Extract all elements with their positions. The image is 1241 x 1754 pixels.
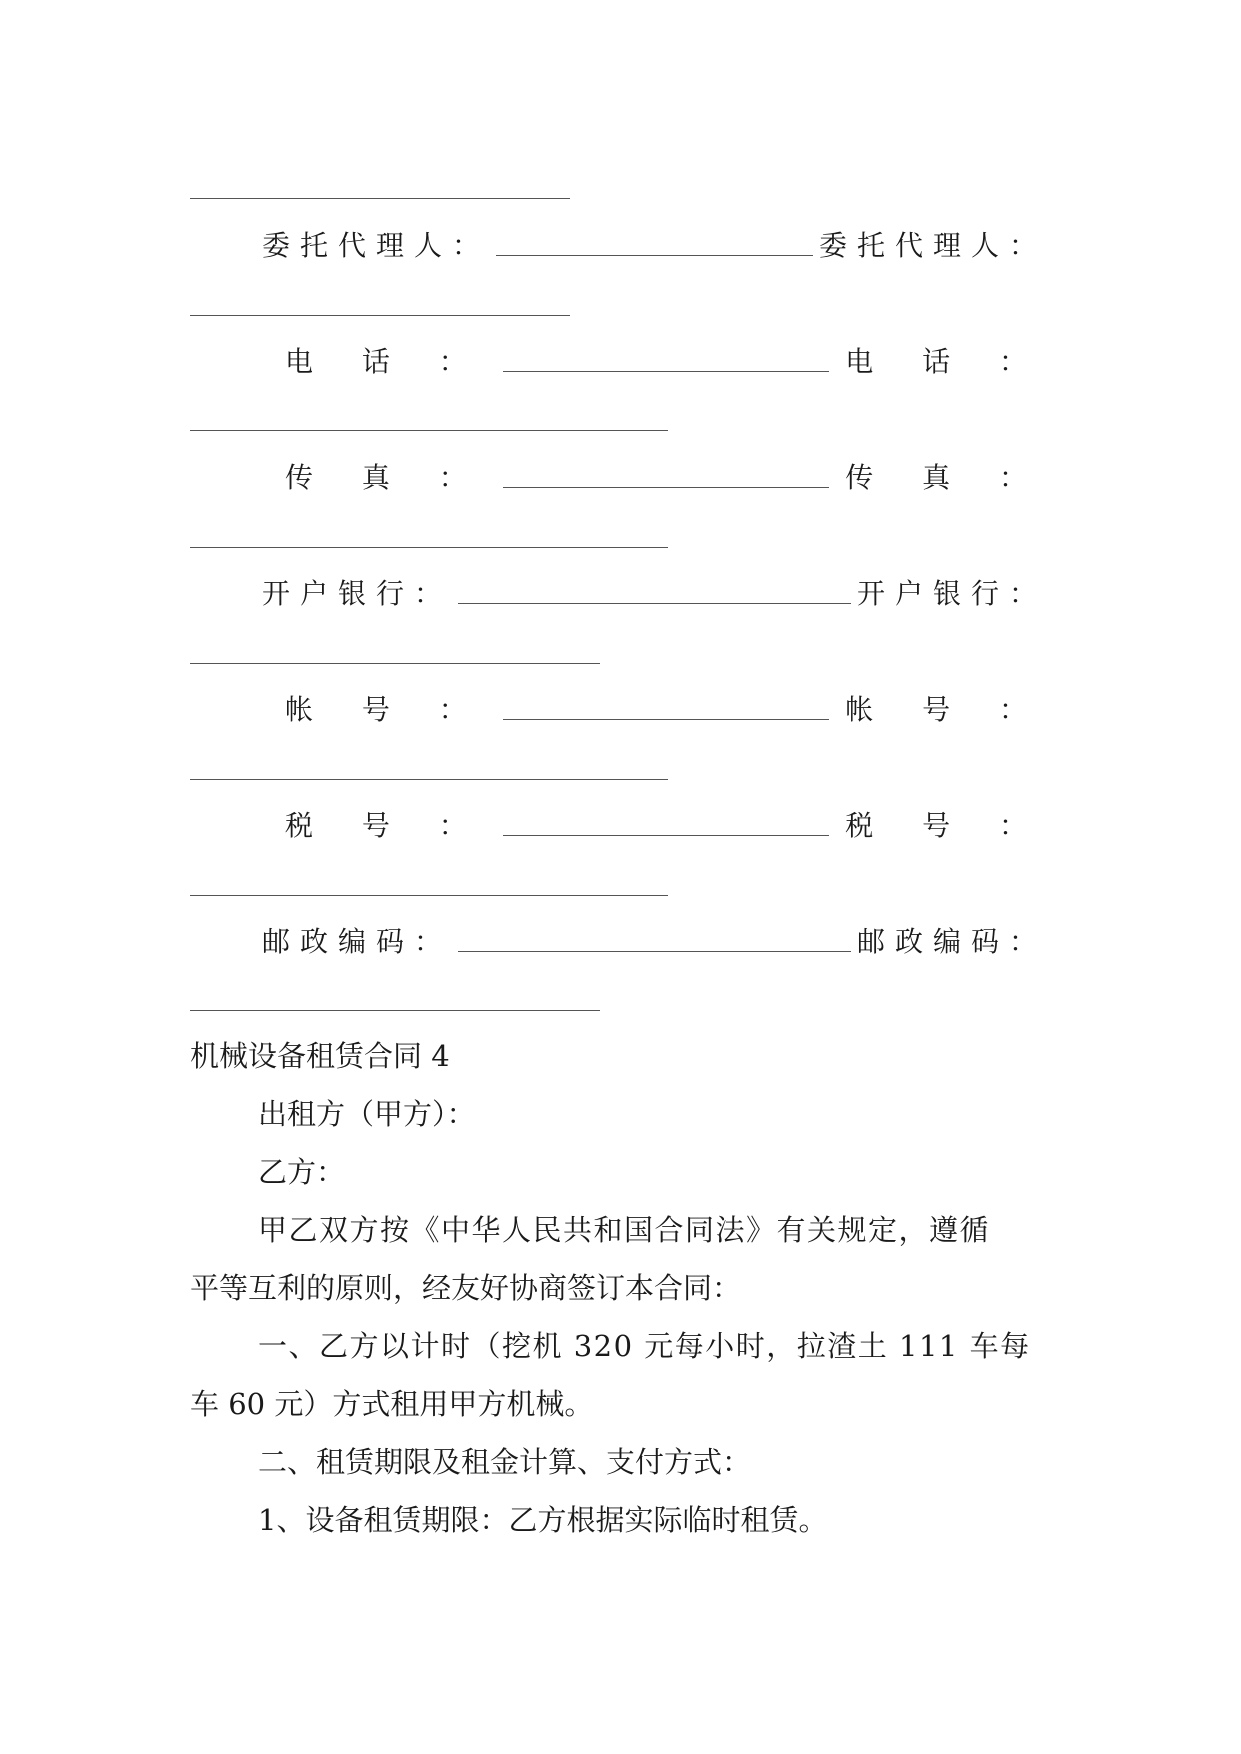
field-label: 电 话 ： — [285, 345, 487, 378]
blank-line — [503, 487, 829, 488]
clause-1-line: 车 60 元）方式租用甲方机械。 — [190, 1387, 594, 1421]
field-label: 税 号 ： — [285, 809, 487, 842]
field-label: 电 话 ： — [845, 345, 1047, 378]
blank-line — [190, 198, 570, 199]
lessor-line: 出租方（甲方）： — [258, 1097, 476, 1131]
blank-line — [190, 547, 668, 548]
field-label: 开户银行： — [856, 577, 1047, 610]
blank-line — [503, 835, 829, 836]
field-row-account — [285, 688, 1047, 728]
blank-line — [503, 371, 829, 372]
field-label: 委托代理人： — [262, 229, 491, 262]
blank-line — [190, 1010, 600, 1011]
preamble-line: 平等互利的原则，经友好协商签订本合同： — [190, 1271, 742, 1305]
lessee-line: 乙方： — [258, 1155, 346, 1189]
blank-line — [458, 951, 851, 952]
clause-2-item-1: 1、设备租赁期限：乙方根据实际临时租赁。 — [258, 1503, 828, 1537]
field-row-phone — [285, 340, 1047, 380]
clause-2-heading: 二、租赁期限及租金计算、支付方式： — [258, 1445, 752, 1479]
blank-line — [503, 719, 829, 720]
field-row-fax — [285, 456, 1047, 496]
clause-1-line: 一、乙方以计时（挖机 320 元每小时，拉渣土 111 车每 — [258, 1329, 1031, 1363]
field-row-agent — [262, 224, 1047, 264]
blank-line — [458, 603, 851, 604]
field-row-tax-id — [285, 804, 1047, 844]
field-row-bank — [262, 572, 1047, 612]
blank-line — [190, 779, 668, 780]
field-label: 邮政编码： — [856, 925, 1047, 958]
field-label: 帐 号 ： — [845, 693, 1047, 726]
blank-line — [190, 663, 600, 664]
contract-title: 机械设备租赁合同 4 — [190, 1039, 450, 1073]
preamble-line: 甲乙双方按《中华人民共和国合同法》有关规定，遵循 — [258, 1213, 991, 1247]
field-label: 委托代理人： — [818, 229, 1047, 262]
field-label: 帐 号 ： — [285, 693, 487, 726]
blank-line — [190, 430, 668, 431]
field-label: 传 真 ： — [285, 461, 487, 494]
field-label: 开户银行： — [262, 577, 453, 610]
blank-line — [190, 315, 570, 316]
blank-line — [190, 895, 668, 896]
field-row-postcode — [262, 920, 1047, 960]
field-label: 邮政编码： — [262, 925, 453, 958]
field-label: 税 号 ： — [845, 809, 1047, 842]
blank-line — [496, 255, 813, 256]
field-label: 传 真 ： — [845, 461, 1047, 494]
